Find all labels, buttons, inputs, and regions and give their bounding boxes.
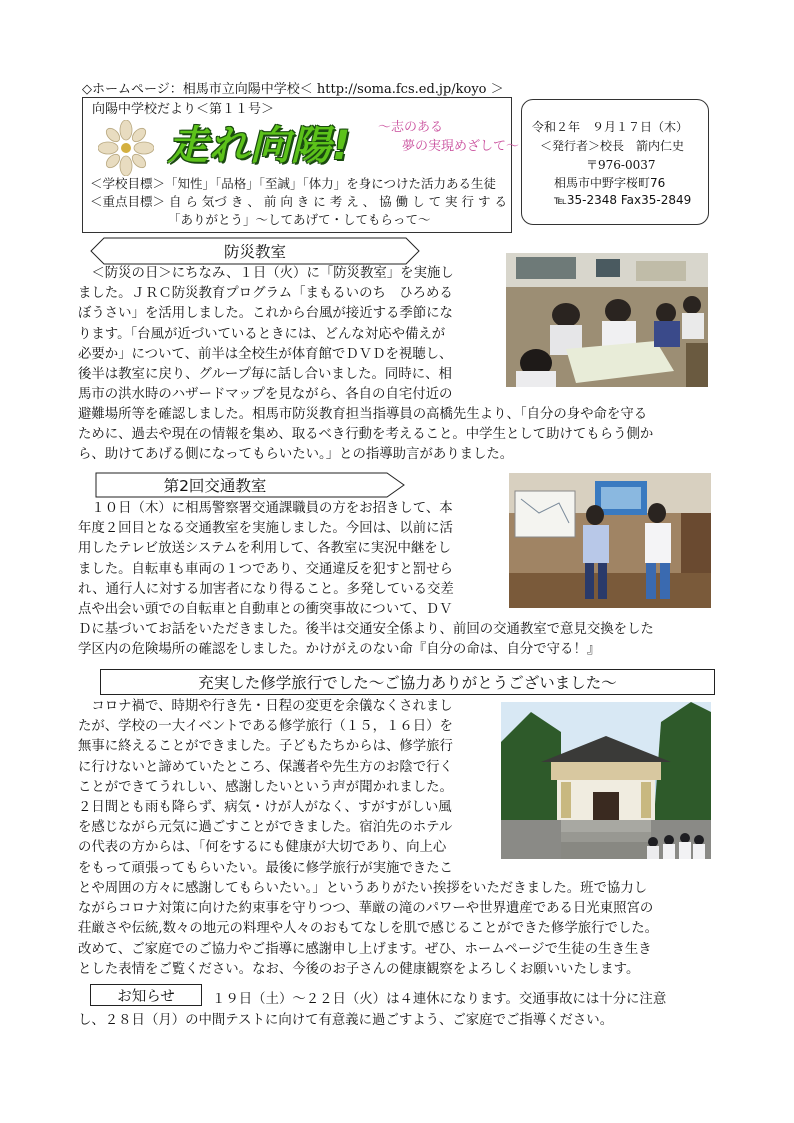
section-heading-bousai xyxy=(90,237,420,265)
focus-goal: ＜重点目標＞ 自 ら 気づ き 、 前 向 き に 考 え 、 協 働 し て 実 行 す る xyxy=(90,194,507,209)
section-heading-shugaku xyxy=(100,669,715,695)
traffic-safety-class-photo xyxy=(509,473,711,608)
koutsu-body-full xyxy=(78,620,654,660)
shugaku-body-full xyxy=(78,879,658,980)
section-title: 充実した修学旅行でした～ご協力ありがとうございました～ xyxy=(198,674,617,692)
text-line: れ、通行人に対する加害者になり得ること。多発している交差 xyxy=(78,581,454,597)
text-line: ２日間とも雨も降らず、病気・けが人がなく、すがすがしい風 xyxy=(78,800,452,816)
text-line: 用したテレビ放送システムを利用して、各教室に実況中継をし xyxy=(78,541,452,557)
text-line: ＜防災の日＞にちなみ、１日（火）に「防災教室」を実施し xyxy=(78,266,454,281)
text-line: とした表情をご覧ください。なお、今後のお子さんの健康観察をよろしくお願いいたします。 xyxy=(78,961,640,977)
school-goal: ＜学校目標＞「知性」「品格」「至誠」「体力」を身につけた活力ある生徒 xyxy=(90,176,497,191)
text-line: ました。ＪＲＣ防災教育プログラム「まもるいのち ひろめる xyxy=(78,286,453,302)
shugaku-body-narrow xyxy=(78,697,453,879)
slogan-line-1: ～志のある xyxy=(378,120,444,135)
section-heading-oshirase xyxy=(90,984,202,1006)
text-line: ことができてうれしい、感謝したいという声が聞かれました。 xyxy=(78,779,453,795)
text-line: 無事に終えることができました。子どもたちからは、修学旅行 xyxy=(78,739,453,755)
school-flower-emblem-icon xyxy=(98,120,154,176)
text-line: に行けないと諦めていたところ、保護者や先生方のお陰で行く xyxy=(78,759,453,775)
newsletter-logo-title: 走れ向陽! xyxy=(168,123,352,169)
text-line: とや周囲の方々に感謝してもらいたい。」というありがたい挨拶をいただきました。班で協力し xyxy=(78,881,648,896)
text-line: の代表の方からは、「何をするにも健康が大切であり、向上心 xyxy=(78,840,447,856)
bousai-body-full xyxy=(78,405,653,466)
text-line: 荘厳さや伝統,数々の地元の料理や人々のおもてなしを肌で感じることができた修学旅行でした。 xyxy=(78,921,659,937)
postal-code: 〒976-0037 xyxy=(586,158,656,172)
thanks-motto: 「ありがとう」～してあげて・してもらって～ xyxy=(168,212,431,227)
text-line: し、２８日（月）の中間テストに向けて有意義に過ごすよう、ご家庭でご指導ください。 xyxy=(78,1013,614,1028)
section-title: お知らせ xyxy=(117,988,175,1005)
publisher-name: ＜発行者＞校長 箭内仁史 xyxy=(540,139,685,153)
school-address: 相馬市中野字桜町76 xyxy=(554,176,666,190)
text-line: ために、過去や現在の情報を集め、取るべき行動を考えること。中学生として助けてもらう側か xyxy=(78,427,654,443)
disaster-drill-photo xyxy=(506,253,708,387)
section-heading-koutsu xyxy=(95,472,405,498)
koutsu-body-narrow xyxy=(78,499,454,620)
newsletter-issue: 向陽中学校だより＜第１１号＞ xyxy=(92,102,275,117)
text-line: 点や出会い頭での自転車と自動車との衝突事故について、ＤＶ xyxy=(78,602,453,618)
text-line: たが、学校の一大イベントである修学旅行（１５，１６日）を xyxy=(78,719,453,735)
text-line: 馬市の洪水時のハザードマップを見ながら、各自の自宅付近の xyxy=(78,387,453,403)
section-title: 第2回交通教室 xyxy=(163,477,267,495)
text-line: 避難場所等を確認しました。相馬市防災教育担当指導員の高橋先生より、「自分の身や命を守る xyxy=(78,407,648,422)
text-line: を感じながら元気に過ごすことができました。宿泊先のホテル xyxy=(78,820,453,836)
text-line: １９日（土）～２２日（火）は４連休になります。交通事故には十分に注意 xyxy=(212,992,667,1007)
contact-phone-fax: ℡35-2348 Fax35-2849 xyxy=(554,193,692,207)
text-line: 学区内の危険場所の確認をしました。かけがえのない命『自分の命は、自分で守る！』 xyxy=(78,642,601,658)
section-title: 防災教室 xyxy=(223,243,286,261)
text-line: 後半は教室に戻り、グループ毎に話し合いました。同時に、相 xyxy=(78,367,452,383)
slogan-line-2: 夢の実現めざして～ xyxy=(402,139,520,154)
text-line: をもって頑張ってもらいたい。最後に修学旅行が実施できたこ xyxy=(78,860,453,876)
text-line: Ｄに基づいてお話をいただきました。後半は交通安全係より、前回の交通教室で意見交換をした xyxy=(78,622,654,637)
homepage-url-line: ◇ホームページ：相馬市立向陽中学校＜ http://soma.fcs.ed.jp/koyo ＞ xyxy=(82,82,504,97)
publish-date: 令和２年 ９月１７日（木） xyxy=(532,120,689,134)
text-line: ながらコロナ対策に向けた約束事を守りつつ、華厳の滝のパワーや世界遺産である日光東照宮の xyxy=(78,901,654,917)
text-line: １０日（木）に相馬警察署交通課職員の方をお招きして、本 xyxy=(78,501,453,516)
text-line: ぼうさい」を活用しました。これから台風が接近する季節にな xyxy=(78,306,453,322)
notice-line-1 xyxy=(212,990,666,1010)
bousai-body-narrow xyxy=(78,264,454,405)
text-line: コロナ禍で、時期や行き先・日程の変更を余儀なくされまし xyxy=(78,699,453,714)
text-line: ります。「台風が近づいているときには、どんな対応や備えが xyxy=(78,326,446,342)
text-line: ました。自転車も車両の１つであり、交通違反を犯すと罰せら xyxy=(78,561,453,577)
text-line: ら、助けてあげる側になってもらいたい。」との指導助言がありました。 xyxy=(78,447,514,463)
notice-line-2 xyxy=(78,1011,613,1031)
text-line: 年度２回目となる交通教室を実施しました。今回は、以前に活 xyxy=(78,521,453,537)
text-line: 改めて、ご家庭でのご協力やご指導に感謝申し上げます。ぜひ、ホームページで生徒の生き生き xyxy=(78,941,652,957)
school-trip-nikko-photo xyxy=(501,702,711,859)
text-line: 必要か」について、前半は全校生が体育館でＤＶＤを視聴し、 xyxy=(78,346,453,362)
